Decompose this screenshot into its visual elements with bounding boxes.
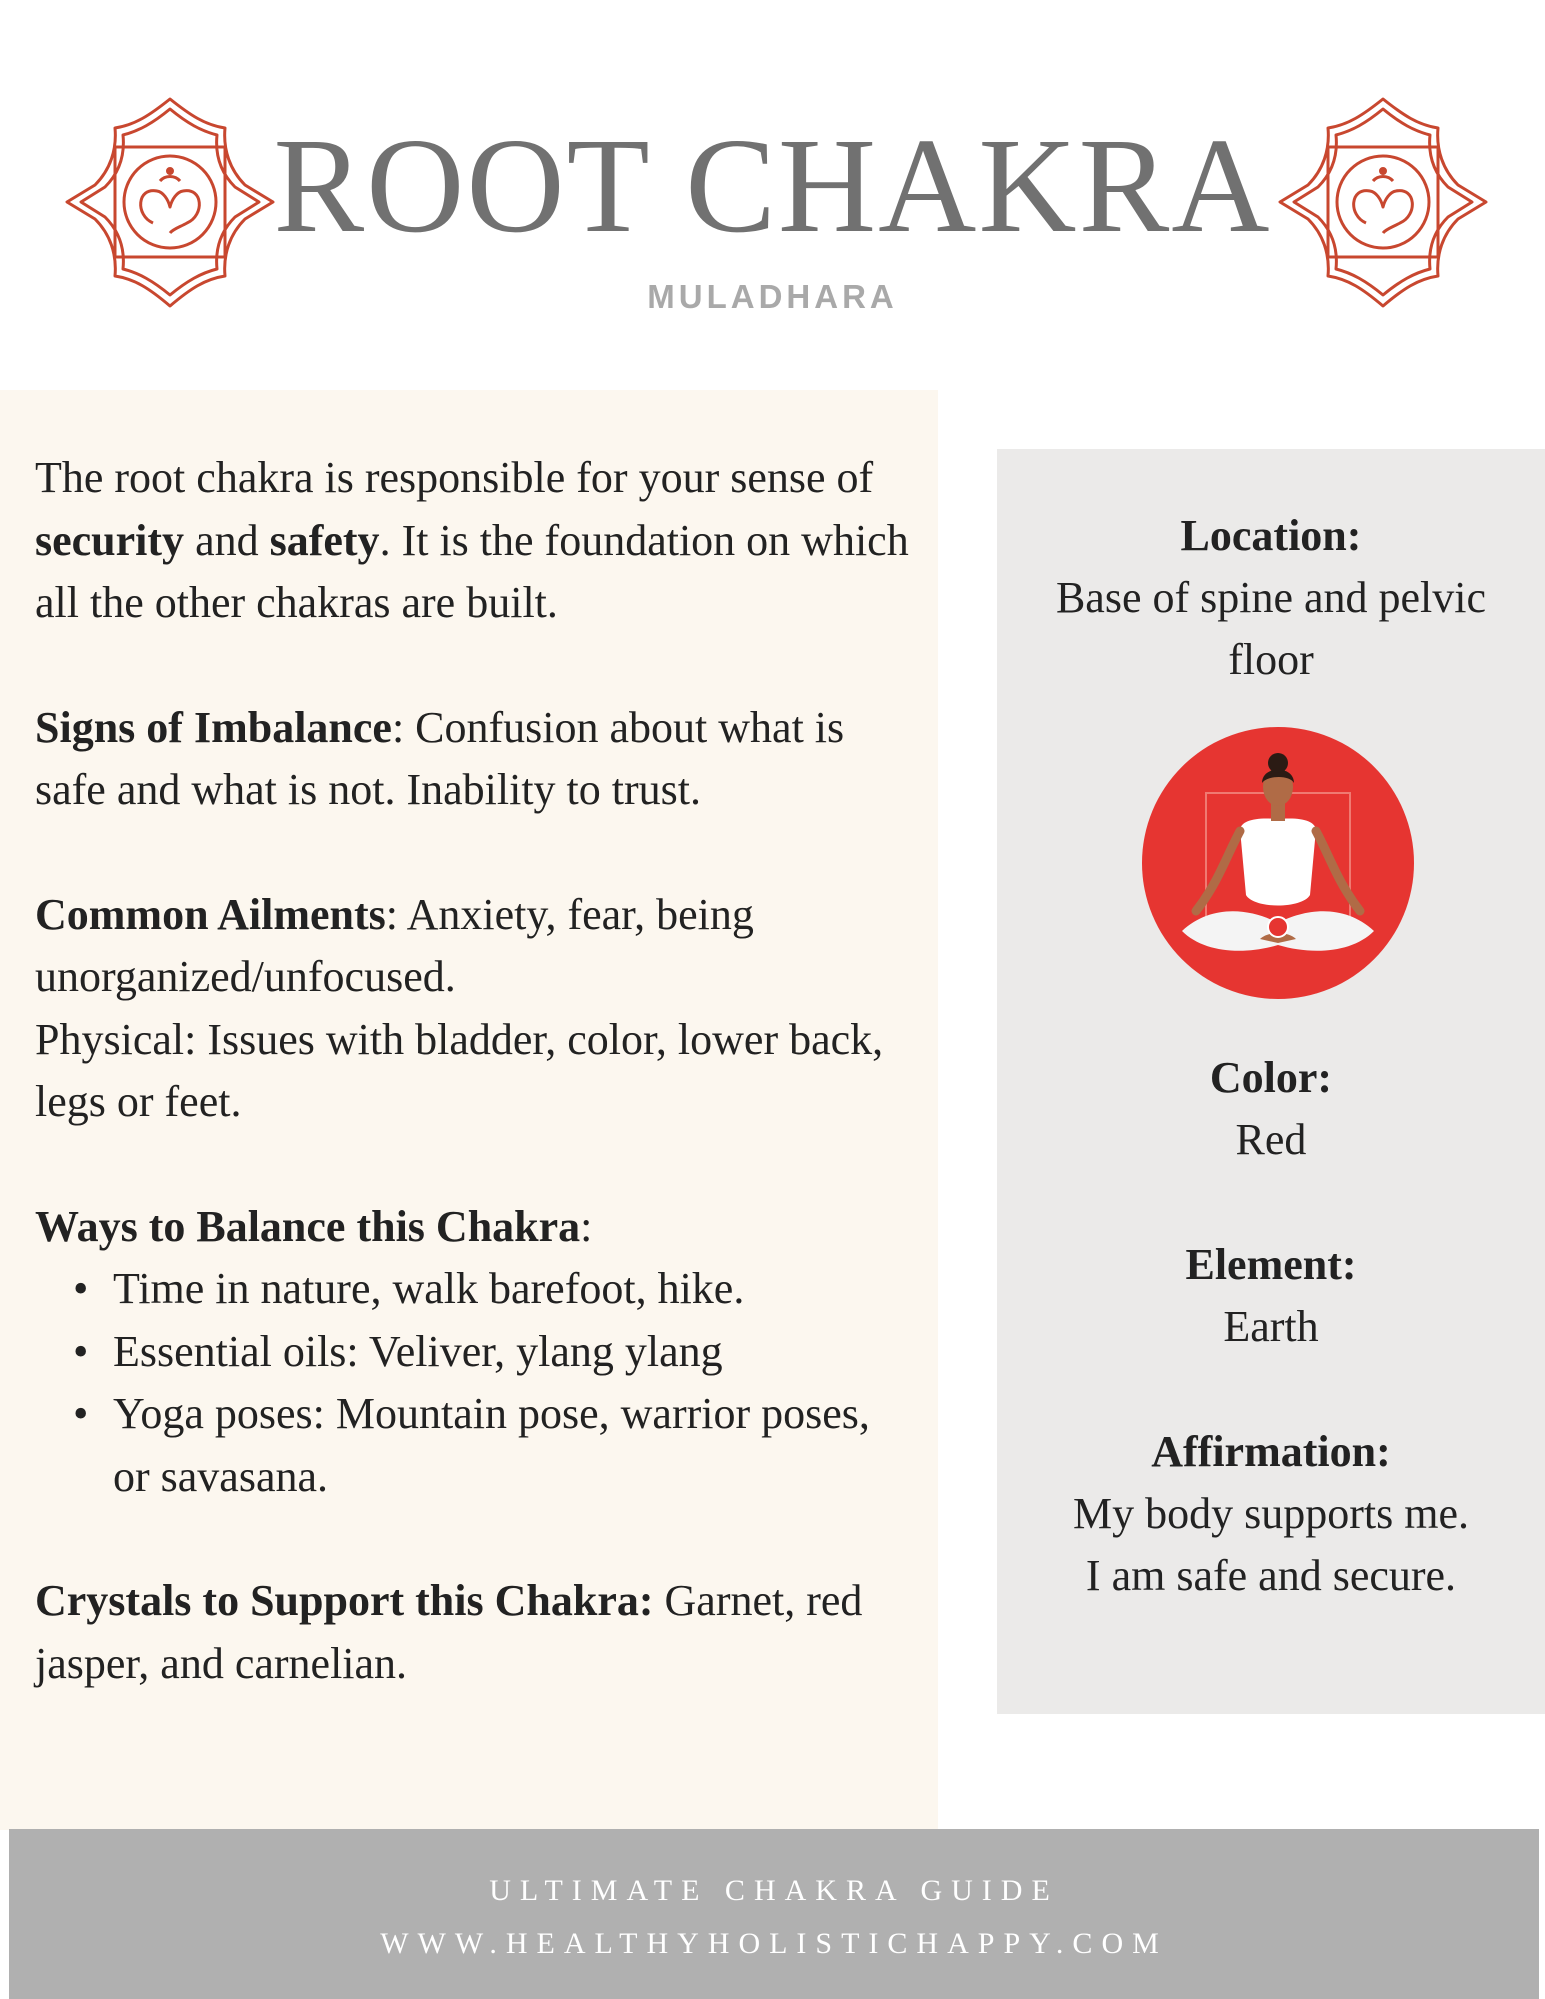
description-content (35, 447, 915, 1695)
physical-paragraph: Physical: Issues with bladder, color, lower back, legs or feet. (35, 1014, 884, 1126)
footer (9, 1829, 1539, 1999)
intro-bold-security: security (35, 515, 185, 565)
balance-list (35, 1258, 915, 1508)
ailments-paragraph (35, 884, 915, 1009)
meditation-figure-icon (1142, 727, 1414, 999)
balance-heading (35, 1196, 915, 1259)
ailments-label: Common Ailments (35, 889, 386, 939)
affirmation-line: I am safe and secure. (1085, 1551, 1457, 1600)
list-item: • Essential oils: Veliver, ylang ylang (35, 1321, 915, 1384)
location-line: floor (1228, 635, 1314, 684)
intro-text: The root chakra is responsible for your sense of (35, 453, 874, 502)
list-item: • Time in nature, walk barefoot, hike. (35, 1258, 915, 1321)
page-subtitle: MULADHARA (647, 278, 898, 315)
intro-paragraph (35, 447, 915, 635)
affirmation-block (997, 1421, 1545, 1607)
balance-label: Ways to Balance this Chakra (35, 1201, 581, 1251)
intro-text: . It is the foundation on which all the other chakras are built. (35, 515, 909, 627)
crystals-text: Garnet, red jasper, and carnelian. (35, 1576, 863, 1688)
balance-colon: : (580, 1201, 593, 1251)
list-item: • Yoga poses: Mountain pose, warrior poses, or savasana. (35, 1383, 915, 1508)
imbalance-text: : Confusion about what is safe and what is not. Inability to trust. (35, 702, 845, 814)
color-block (997, 1047, 1545, 1171)
color-value: Red (1235, 1115, 1307, 1164)
imbalance-paragraph (35, 697, 915, 822)
element-block (997, 1234, 1545, 1358)
crystals-paragraph (35, 1570, 915, 1695)
page-title: ROOT CHAKRA (273, 111, 1272, 261)
element-label: Element: (1185, 1240, 1357, 1289)
location-label: Location: (1180, 511, 1362, 560)
footer-website: WWW.HEALTHYHOLISTICHAPPY.COM (380, 1927, 1168, 1960)
imbalance-label: Signs of Imbalance (35, 702, 392, 752)
affirmation-label: Affirmation: (1151, 1427, 1391, 1476)
ailments-text: : Anxiety, fear, being unorganized/unfocused. (35, 889, 754, 1001)
location-block (997, 505, 1545, 691)
element-value: Earth (1223, 1302, 1319, 1351)
footer-guide-title: ULTIMATE CHAKRA GUIDE (489, 1874, 1059, 1907)
color-label: Color: (1209, 1053, 1333, 1102)
crystals-label: Crystals to Support this Chakra: (35, 1576, 654, 1625)
intro-text: and (184, 515, 270, 565)
intro-bold-safety: safety (269, 515, 380, 565)
location-line: Base of spine and pelvic (1055, 573, 1487, 622)
affirmation-line: My body supports me. (1073, 1489, 1469, 1538)
